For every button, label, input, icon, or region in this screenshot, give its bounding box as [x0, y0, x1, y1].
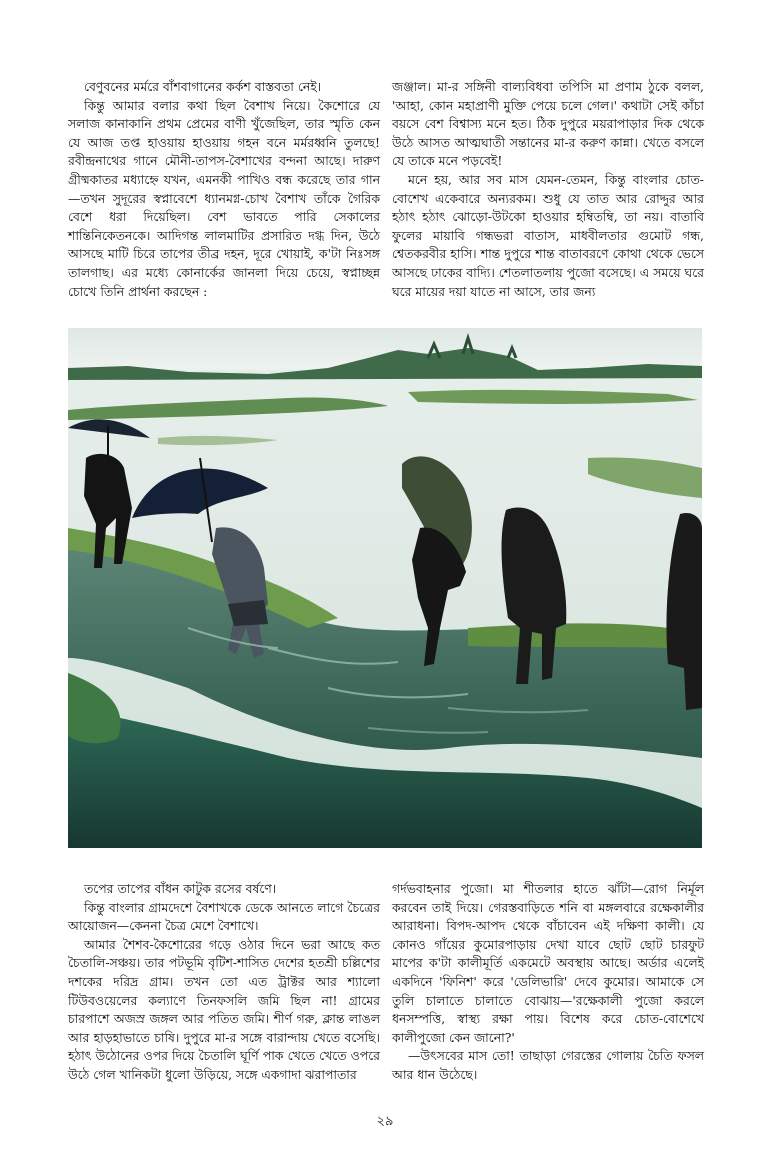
paragraph: মনে হয়, আর সব মাস যেমন-তেমন, কিন্তু বাংলার চোত-বোশেখ একেবারে অন্যরকম। শুধু যে তাত আর রোদ্দুর আর হঠাৎ হঠাৎ ঝোড়ো-উটকো হাওয়ার হম্বিতম্বি, তা নয়। বাতাবি ফুলের মায়াবি গন্ধভরা বাতাস, মাধবীলতার গুমোট গন্ধ, শ্বেতকরবীর হাসি। শান্ত দুপুরে শান্ত বাতাবরণে কোথা থেকে ভেসে আসছে ঢাকের বাদ্যি। শেতলাতলায় পুজো বসেছে। এ সময়ে ঘরে ঘরে মায়ের দয়া যাতে না আসে, তার জন্য: [392, 171, 704, 299]
top-right-column: [392, 78, 704, 301]
paragraph: কিন্তু আমার বলার কথা ছিল বৈশাখ নিয়ে। কৈশোরে যে সলাজ কানাকানি প্রথম প্রেমের বাণী খুঁজেছিল, তার স্মৃতি কেন যে আজ তপ্ত হাওয়ায় হাওয়ায় গহন বনে মর্মরধ্বনি তুলছে! রবীন্দ্রনাথের গানে মৌনী-তাপস-বৈশাখের বন্দনা আছে। দারুণ গ্রীষ্মকাতর মধ্যাহ্নে যখন, এমনকী পাখিও বন্ধ করেছে তার গান—তখন সুদূরের স্বপ্নাবেশে ধ্যানমগ্ন-চোখ বৈশাখ তাঁকে গৈরিক বেশে ধরা দিয়েছিল। বেশ ভাবতে পারি সেকালের শান্তিনিকেতনকে। আদিগন্ত লালমাটির প্রসারিত দগ্ধ দিন, উঠে আসছে মাটি চিরে তাপের তীব্র দহন, দূরে খোয়াই, ক'টা নিঃসঙ্গ তালগাছ। এর মধ্যে কোনার্কের জানলা দিয়ে চেয়ে, স্বপ্নাচ্ছন্ন চোখে তিনি প্রার্থনা করছেন :: [68, 97, 380, 299]
top-left-column: [68, 78, 380, 301]
paragraph: বেণুবনের মর্মরে বাঁশবাগানের কর্কশ বাস্তবতা নেই।: [84, 79, 322, 94]
paragraph: জঞ্জাল। মা-র সঙ্গিনী বাল্যবিধবা তপিসি মা প্রণাম ঠুকে বলল, 'আহা, কোন মহাপ্রাণী মুক্তি পেয়ে চলে গেল।' কথাটা সেই কাঁচা বয়সে বেশ বিশ্বাস্য মনে হত। ঠিক দুপুরে ময়রাপাড়ার দিক থেকে উঠে আসত আত্মঘাতী সন্তানের মা-র করুণ কান্না। খেতে বসলে যে তাকে মনে পড়বেই!: [392, 79, 704, 169]
bottom-right-column: [392, 880, 704, 1085]
bottom-left-column: [68, 880, 380, 1085]
paragraph: তপের তাপের বাঁধন কাটুক রসের বর্ষণে।: [84, 881, 277, 896]
paragraph: —উৎসবের মাস তো! তাছাড়া গেরস্তের গোলায় চৈতি ফসল আর ধান উঠেছে।: [392, 1048, 704, 1082]
paragraph: গর্দভবাহনার পুজো। মা শীতলার হাতে ঝাঁটা—রোগ নির্মূল করবেন তাই দিয়ে। গেরস্তবাড়িতে শনি বা মঙ্গলবারে রক্ষেকালীর আরাধনা। বিপদ-আপদ থেকে বাঁচাবেন এই দক্ষিণা কালী। যে কোনও গাঁয়ের কুমোরপাড়ায় দেখা যাবে ছোট ছোট চারফুট মাপের ক'টা কালীমূর্তি একমেটে অবস্থায় আছে। অর্ডার এলেই একদিনে 'ফিনিশ' করে 'ডেলিভারি' দেবে কুমোর। আমাকে সে তুলি চালাতে চালাতে বোঝায়—'রক্ষেকালী পুজো করলে ধনসম্পত্তি, স্বাস্থ্য রক্ষা পায়। বিশেষ করে চোত-বোশেখে কালীপুজো কেন জানো?': [392, 881, 704, 1045]
paragraph: কিন্তু বাংলার গ্রামদেশে বৈশাখকে ডেকে আনতে লাগে চৈত্রের আয়োজন—কেননা চৈত্র মেশে বৈশাখে।: [68, 899, 380, 934]
flood-photograph: [68, 328, 702, 848]
paragraph: আমার শৈশব-কৈশোরের গড়ে ওঠার দিনে ভরা আছে কত চৈতালি-সঞ্চয়। তার পটভূমি বৃটিশ-শাসিত দেশের হতশ্রী চল্লিশের দশকের দরিদ্র গ্রাম। তখন তো এত ট্রাক্টর আর শ্যালো টিউবওয়েলের কল্যাণে তিনফসলি জমি ছিল না! গ্রামের চারপাশে অজস্র জঙ্গল আর পতিত জমি। শীর্ণ গরু, ক্লান্ত লাঙল আর হাড়হাভাতে চাষি। দুপুরে মা-র সঙ্গে বারান্দায় খেতে বসেছি। হঠাৎ উঠোনের ওপর দিয়ে চৈতালি ঘূর্ণি পাক খেতে খেতে ওপরে উঠে গেল খানিকটা ধুলো উড়িয়ে, সঙ্গে একগাদা ঝরাপাতার: [68, 936, 380, 1082]
page-number: ২৯: [376, 1114, 394, 1129]
